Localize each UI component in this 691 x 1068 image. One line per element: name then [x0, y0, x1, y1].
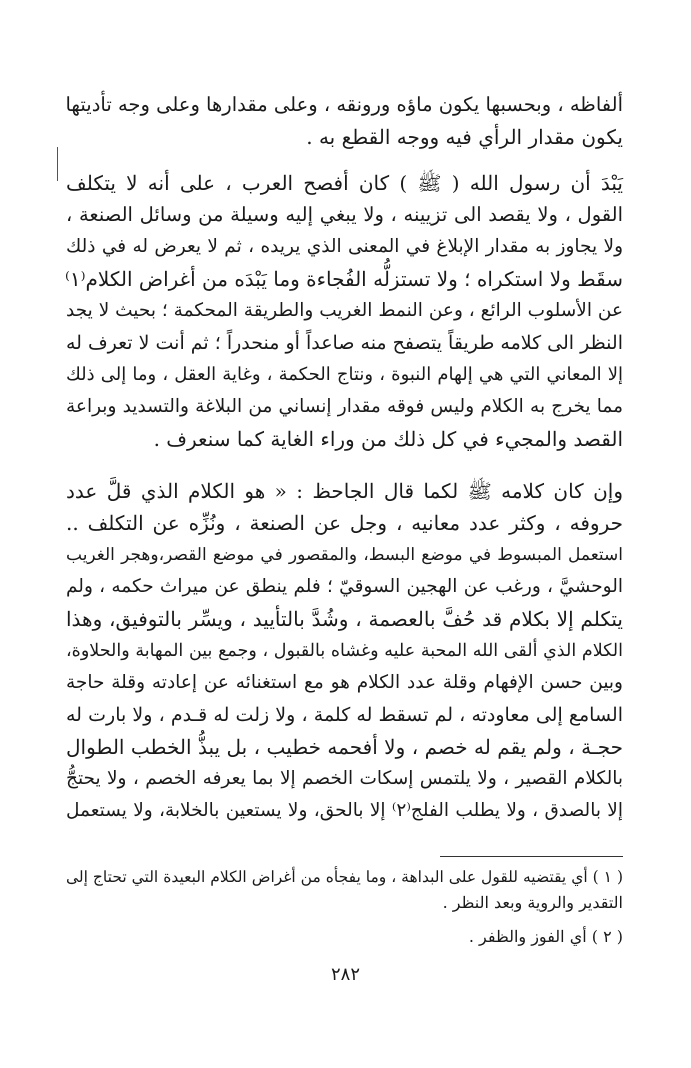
p3-line-6: الكلام الذي ألقى الله المحبة عليه وغشاه بالقبول ، وجمع بين المهابة والحلاوة،: [66, 641, 623, 661]
p1-line-2: يكون مقدار الرأي فيه ووجه القطع به .: [306, 125, 623, 149]
p2-line-9: القصد والمجيء في كل ذلك من وراء الغاية كما سنعرف .: [153, 427, 623, 451]
p3-line-1: وإن كان كلامه ﷺ لكما قال الجاحظ : « هو الكلام الذي قلَّ عدد: [66, 479, 623, 503]
footnote-2: ( ٢ ) أي الفوز والظفر .: [468, 927, 623, 946]
p3-line-5: يتكلم إلا بكلام قد حُفَّ بالعصمة ، وشُدَّ بالتأييد ، ويسِّر بالتوفيق، وهذا: [66, 607, 623, 631]
footnote-1-line-1: ( ١ ) أي يقتضيه للقول على البداهة ، وما يفجأه من أغراض الكلام البعيدة التي تحتاج إلى: [66, 868, 624, 886]
p3-line-10: بالكلام القصير ، ولا يلتمس إسكات الخصم إلا بما يعرفه الخصم ، ولا يحتجُّ: [66, 768, 623, 789]
p3-line-8: السامع إلى معاودته ، لم تسقط له كلمة ، ولا زلت له قـدم ، ولا بارت له: [66, 704, 623, 726]
p2-line-6: النظر الى كلامه طريقاً يتصفح منه صاعداً أو منحدراً ؛ ثم أنت لا تعرف له: [65, 332, 623, 354]
p3-line-9: حجـة ، ولم يقم له خصم ، ولا أفحمه خطيب ، بل يبذُّ الخطب الطوال: [66, 735, 623, 759]
p2-line-5: عن الأسلوب الرائع ، وعن النمط الغريب والطريقة المحكمة ؛ بحيث لا يجد: [66, 300, 623, 321]
p3-line-4: الوحشيَّ ، ورغب عن الهجين السوقيّ ؛ فلم ينطق عن ميراث حكمه ، ولم: [66, 576, 623, 597]
p3-line-11: إلا بالصدق ، ولا يطلب الفلج⁽٢⁾ إلا بالحق، ولا يستعين بالخلابة، ولا يستعمل: [66, 800, 623, 821]
footnote-1-line-2: التقدير والروية وبعد النظر .: [442, 893, 623, 912]
p3-line-7: وبين حسن الإفهام وقلة عدد الكلام هو مع استغنائه عن إعادته وقلة حاجة: [66, 672, 623, 693]
p3-line-3: استعمل المبسوط في موضع البسط، والمقصور في موضع القصر،وهجر الغريب: [66, 545, 623, 565]
p1-line-1: ألفاظه ، وبحسبها يكون ماؤه ورونقه ، وعلى مقدارها وعلى وجه تأديتها: [65, 93, 623, 116]
p2-line-8: مما يخرج به الكلام وليس فوقه مقدار إنساني من البلاغة والتسديد وبراعة: [66, 396, 623, 417]
p2-line-3: ولا يجاوز به مقدار الإبلاغ في المعنى الذي يريده ، ثم لا يعرض له في ذلك: [66, 236, 623, 257]
footnote-separator: [440, 856, 623, 857]
p2-line-4: سقَط ولا استكراه ؛ ولا تستزلُّه الفُجاءة وما يَبْدَه من أغراض الكلام⁽١⁾: [64, 267, 623, 291]
page-number: ٢٨٢: [330, 964, 360, 985]
p2-line-2: القول ، ولا يقصد الى تزيينه ، ولا يبغي إليه وسيلة من وسائل الصنعة ،: [66, 203, 623, 226]
p3-line-2: حروفه ، وكثر عدد معانيه ، وجل عن الصنعة ، ونُزِّه عن التكلف ..: [66, 511, 623, 535]
p2-line-1: يَبْدَ أن رسول الله ( ﷺ ) كان أفصح العرب ، على أنه لا يتكلف: [66, 171, 623, 195]
margin-mark: [57, 147, 58, 181]
p2-line-7: إلا المعاني التي هي إلهام النبوة ، ونتاج الحكمة ، وغاية العقل ، وما إلى ذلك: [66, 364, 623, 385]
